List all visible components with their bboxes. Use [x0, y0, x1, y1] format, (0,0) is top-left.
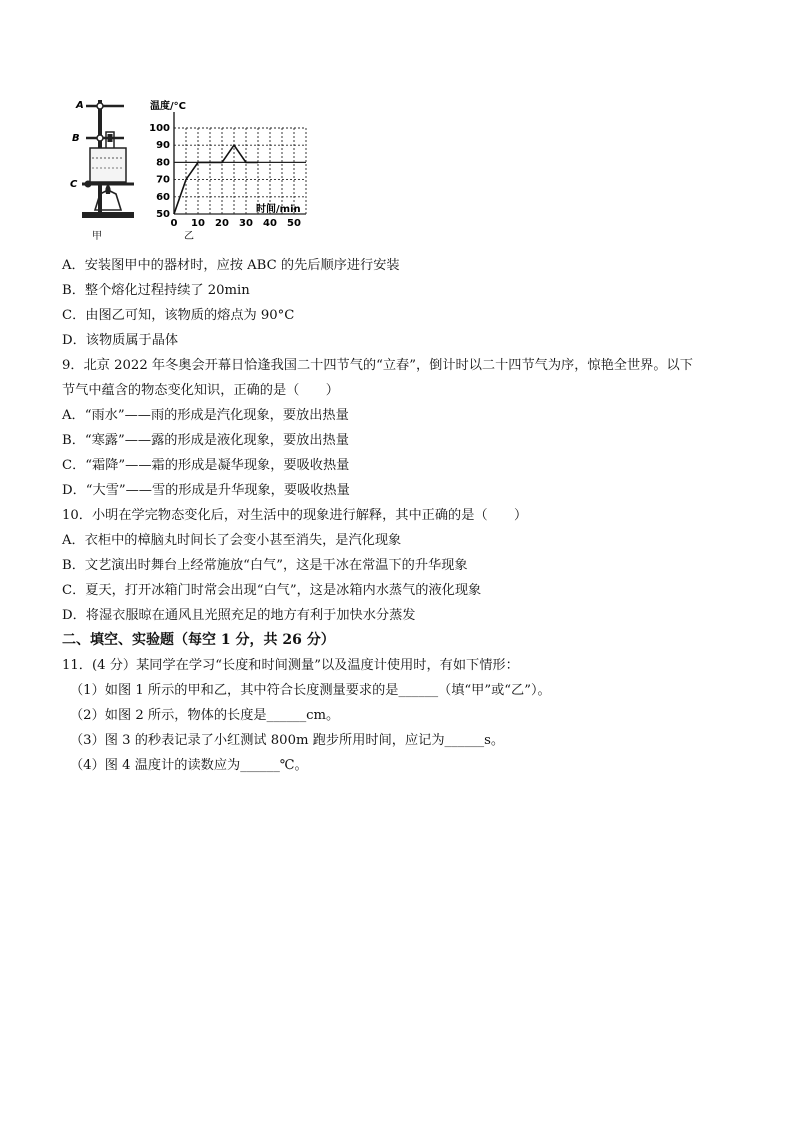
x-tick-label: 30: [239, 218, 253, 229]
q10-option-d: D．将湿衣服晾在通风且光照充足的地方有利于加快水分蒸发: [62, 608, 416, 623]
beaker: [90, 148, 126, 182]
x-tick-label: 10: [191, 218, 205, 229]
caption-yi: 乙: [184, 231, 194, 242]
label-a: A: [76, 100, 84, 111]
section2-title: 二、填空、实验题（每空 1 分，共 26 分）: [62, 632, 335, 648]
q8-option-a: A．安装图甲中的器材时，应按 ABC 的先后顺序进行安装: [62, 258, 400, 273]
figure-melting-experiment: [62, 98, 312, 246]
y-axis-label: 温度/°C: [150, 101, 186, 112]
q9-option-a: A．“雨水”——雨的形成是汽化现象，要放出热量: [62, 408, 349, 423]
q9-option-b: B．“寒露”——露的形成是液化现象，要放出热量: [62, 433, 349, 448]
q9-stem-line2: 节气中蕴含的物态变化知识，正确的是（ ）: [62, 383, 339, 398]
q8-option-c: C．由图乙可知，该物质的熔点为 90°C: [62, 308, 295, 323]
apparatus-figure: [70, 100, 134, 242]
q9-stem-line1: 9．北京 2022 年冬奥会开幕日恰逢我国二十四节气的“立春”，倒计时以二十四节气为序，惊艳全世界。以下: [62, 358, 693, 373]
y-tick-label: 50: [156, 209, 170, 220]
caption-jia: 甲: [92, 231, 102, 242]
q9-option-d: D．“大雪”——雪的形成是升华现象，要吸收热量: [62, 483, 350, 498]
x-tick-label: 40: [263, 218, 277, 229]
q11-part-3: （3）图 3 的秒表记录了小红测试 800m 跑步所用时间，应记为______s。: [70, 733, 505, 748]
y-tick-label: 80: [156, 157, 170, 169]
y-tick-label: 60: [156, 191, 170, 203]
temperature-time-graph: [149, 99, 306, 242]
q8-option-b: B．整个熔化过程持续了 20min: [62, 283, 250, 298]
q9-option-c: C．“霜降”——霜的形成是凝华现象，要吸收热量: [62, 458, 350, 473]
q10-option-b: B．文艺演出时舞台上经常施放“白气”，这是干冰在常温下的升华现象: [62, 558, 468, 573]
q11-part-4: （4）图 4 温度计的读数应为______℃。: [70, 758, 308, 773]
label-c: C: [70, 179, 78, 190]
thermometer-cap: [108, 134, 113, 142]
x-tick-label: 50: [287, 218, 301, 229]
y-tick-label: 90: [156, 140, 170, 152]
y-tick-label: 100: [149, 123, 170, 134]
x-tick-label: 20: [215, 218, 229, 229]
q10-option-a: A．衣柜中的樟脑丸时间长了会变小甚至消失，是汽化现象: [62, 533, 402, 548]
y-tick-label: 70: [156, 174, 170, 186]
q10-option-c: C．夏天，打开冰箱门时常会出现“白气”，这是冰箱内水蒸气的液化现象: [62, 583, 482, 598]
clamp-b-knob: [97, 135, 103, 141]
x-axis-label: 时间/min: [256, 204, 301, 215]
label-b: B: [72, 133, 80, 144]
apparatus-base: [82, 212, 134, 218]
q11-part-1: （1）如图 1 所示的甲和乙，其中符合长度测量要求的是______（填“甲”或“乙”）。: [70, 683, 551, 698]
clamp-a-knob: [97, 103, 103, 109]
graph-grid: [174, 112, 306, 214]
x-tick-label: 0: [170, 218, 178, 229]
q11-stem: 11．(4 分）某同学在学习“长度和时间测量”以及温度计使用时，有如下情形：: [62, 658, 519, 673]
q8-option-d: D．该物质属于晶体: [62, 333, 179, 348]
q10-stem: 10．小明在学完物态变化后，对生活中的现象进行解释，其中正确的是（ ）: [62, 508, 528, 523]
q11-part-2: （2）如图 2 所示，物体的长度是______cm。: [70, 708, 340, 723]
